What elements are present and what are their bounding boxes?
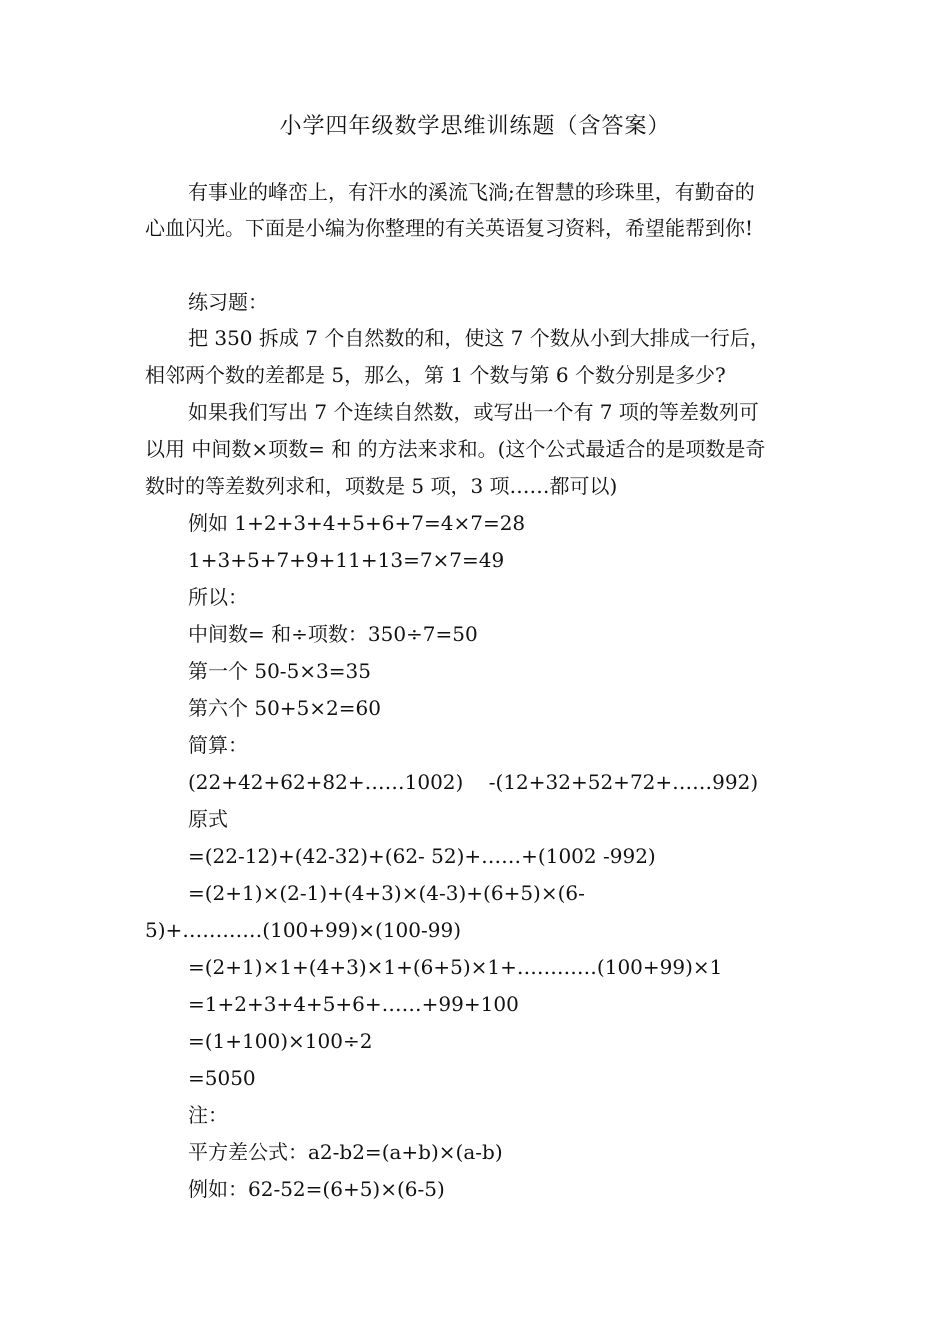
- explanation-line: 如果我们写出 7 个连续自然数，或写出一个有 7 项的等差数列可: [188, 400, 759, 424]
- intro-line: 心血闪光。下面是小编为你整理的有关英语复习资料，希望能帮到你!: [145, 216, 754, 240]
- step-line: 5)+…………(100+99)×(100-99): [145, 918, 462, 942]
- original-label: 原式: [188, 807, 228, 831]
- step-line: =(2+1)×(2-1)+(4+3)×(4-3)+(6+5)×(6-: [188, 881, 585, 905]
- explanation-line: 数时的等差数列求和，项数是 5 项，3 项……都可以): [145, 474, 618, 498]
- note-label: 注：: [188, 1103, 228, 1127]
- intro-line: 有事业的峰峦上，有汗水的溪流飞淌;在智慧的珍珠里，有勤奋的: [188, 180, 755, 204]
- example-line: 例如 1+2+3+4+5+6+7=4×7=28: [188, 511, 526, 535]
- note-line: 平方差公式：a2-b2=(a+b)×(a-b): [188, 1140, 503, 1164]
- so-label: 所以：: [188, 585, 248, 609]
- step-line: =(22-12)+(42-32)+(62- 52)+……+(1002 -992): [188, 844, 656, 868]
- step-line: =(2+1)×1+(4+3)×1+(6+5)×1+…………(100+99)×1: [188, 955, 723, 979]
- note-line: 例如：62-52=(6+5)×(6-5): [188, 1177, 445, 1201]
- solution-line: 第一个 50-5×3=35: [188, 659, 371, 683]
- explanation-line: 以用 中间数×项数= 和 的方法来求和。(这个公式最适合的是项数是奇: [145, 437, 766, 461]
- solution-line: 第六个 50+5×2=60: [188, 696, 381, 720]
- simplify-label: 简算：: [188, 733, 248, 757]
- step-line: =1+2+3+4+5+6+……+99+100: [188, 992, 519, 1016]
- document-title: 小学四年级数学思维训练题（含答案）: [279, 114, 671, 139]
- solution-line: 中间数= 和÷项数：350÷7=50: [188, 622, 478, 646]
- example-line: 1+3+5+7+9+11+13=7×7=49: [188, 548, 505, 572]
- exercise-heading: 练习题：: [188, 290, 268, 314]
- step-line: =(1+100)×100÷2: [188, 1029, 373, 1053]
- problem-line: 相邻两个数的差都是 5，那么，第 1 个数与第 6 个数分别是多少?: [145, 363, 726, 387]
- simplify-expression: (22+42+62+82+……1002) -(12+32+52+72+……992): [188, 770, 759, 794]
- step-line: =5050: [188, 1066, 256, 1090]
- problem-line: 把 350 拆成 7 个自然数的和，使这 7 个数从小到大排成一行后，: [188, 326, 770, 350]
